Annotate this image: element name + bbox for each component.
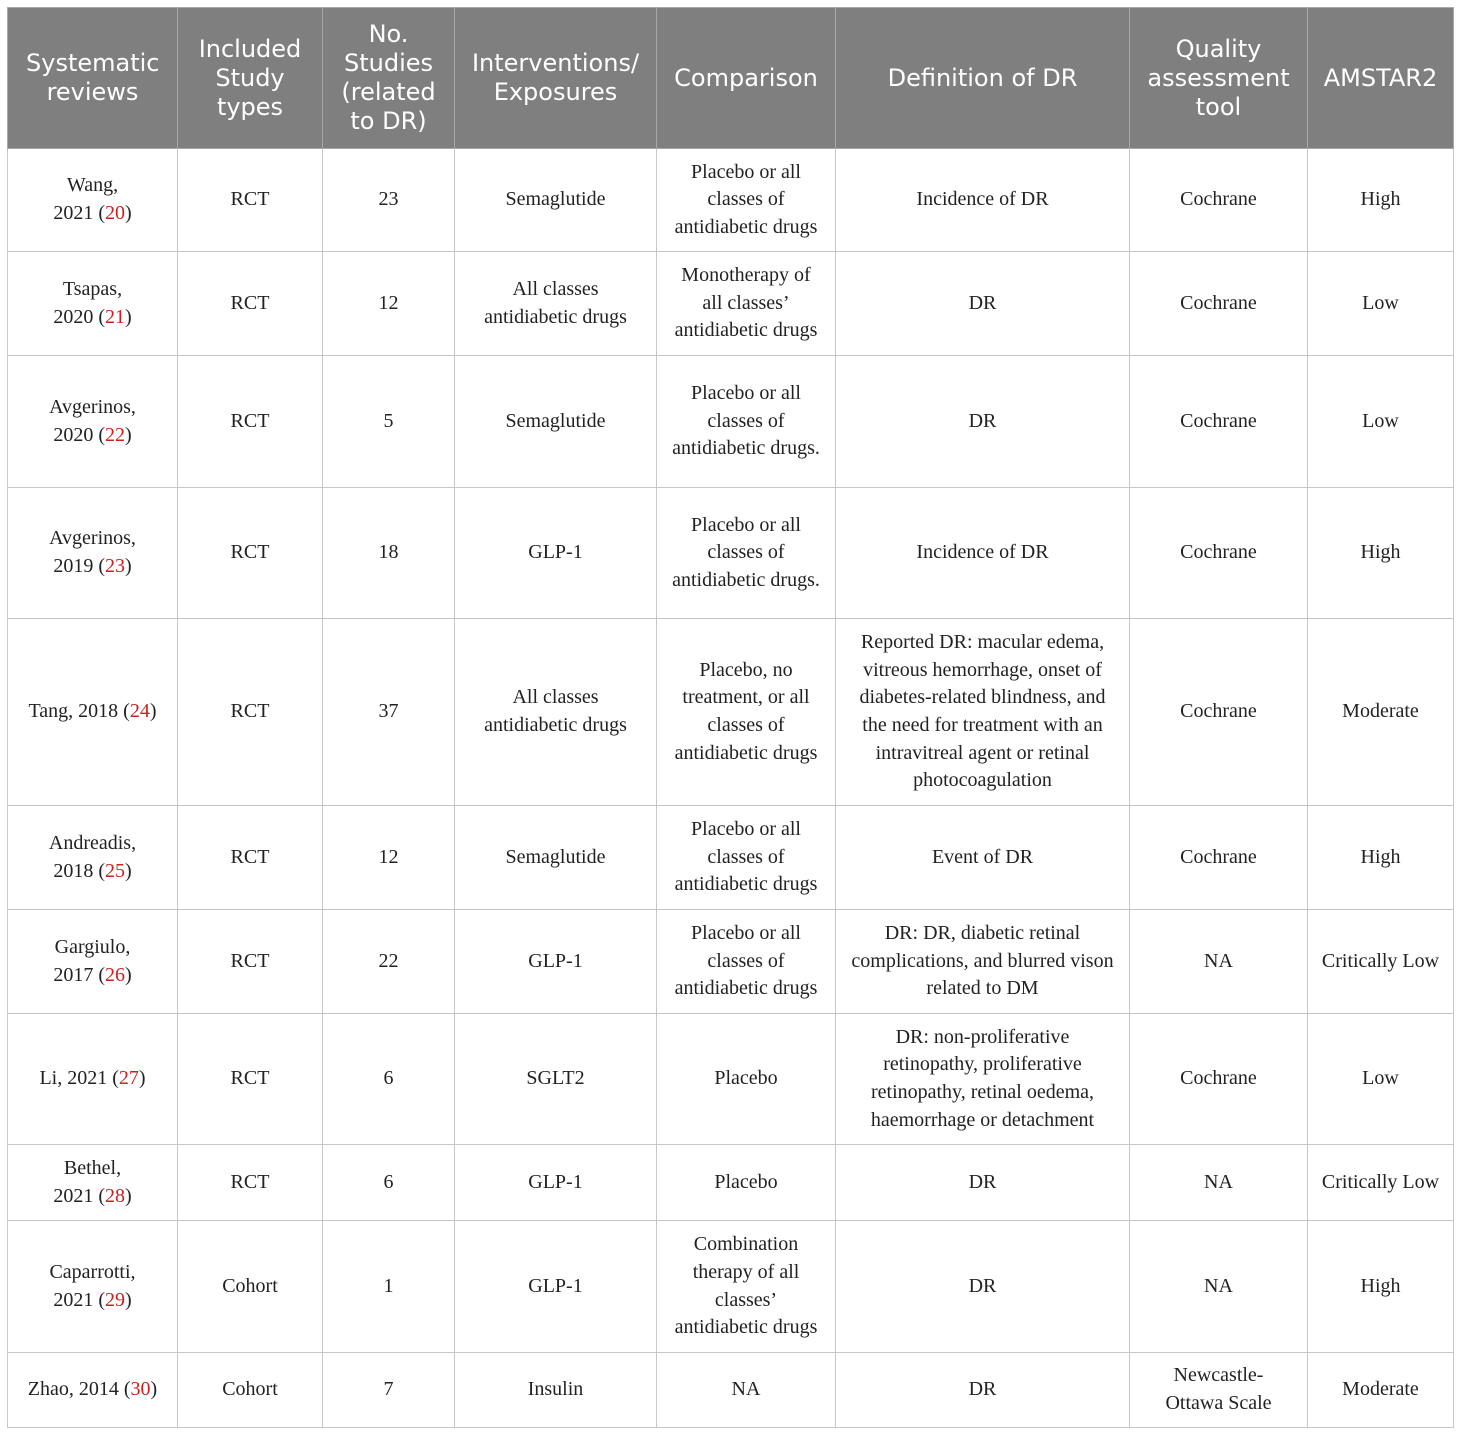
cell-comparison: Placebo, no treatment, or all classes of antidiabetic drugs [657, 619, 836, 806]
reference-link[interactable]: 27 [118, 1067, 139, 1090]
header-no-studies: No. Studies (related to DR) [323, 8, 455, 149]
cell-quality-tool: Cochrane [1130, 252, 1308, 356]
cell-n-studies: 12 [323, 806, 455, 910]
cell-n-studies: 5 [323, 356, 455, 488]
cell-comparison: Placebo or all classes of antidiabetic drugs. [657, 488, 836, 619]
cell-systematic-review: Zhao, 2014 (30) [8, 1353, 178, 1428]
table-row [8, 356, 1454, 488]
cell-intervention: All classes antidiabetic drugs [455, 619, 657, 806]
cell-n-studies: 7 [323, 1353, 455, 1428]
cell-amstar2: Critically Low [1308, 1145, 1454, 1221]
review-author: Avgerinos, [49, 395, 136, 418]
table-row [8, 149, 1454, 252]
cell-amstar2: Moderate [1308, 619, 1454, 806]
review-author: Gargiulo, [54, 935, 131, 958]
cell-amstar2: Low [1308, 1014, 1454, 1145]
cell-definition: Incidence of DR [836, 149, 1130, 252]
review-year: 2020 [53, 305, 94, 328]
cell-n-studies: 22 [323, 910, 455, 1014]
review-author: Li, [39, 1067, 63, 1090]
cell-intervention: GLP-1 [455, 1145, 657, 1221]
cell-amstar2: High [1308, 149, 1454, 252]
table-row [8, 619, 1454, 806]
cell-intervention: GLP-1 [455, 1221, 657, 1353]
cell-definition: DR: DR, diabetic retinal complications, and blurred vison related to DM [836, 910, 1130, 1014]
cell-comparison: Placebo [657, 1145, 836, 1221]
cell-definition: DR [836, 1145, 1130, 1221]
cell-amstar2: High [1308, 1221, 1454, 1353]
header-amstar2: AMSTAR2 [1308, 8, 1454, 149]
cell-definition: DR [836, 1353, 1130, 1428]
review-author: Zhao, [27, 1378, 74, 1401]
table-row [8, 1221, 1454, 1353]
review-author: Tang, [28, 700, 74, 723]
review-year: 2021 [53, 1288, 94, 1311]
cell-quality-tool: Cochrane [1130, 806, 1308, 910]
cell-systematic-review: Bethel, 2021 (28) [8, 1145, 178, 1221]
review-year: 2018 [53, 859, 94, 882]
cell-definition: DR [836, 1221, 1130, 1353]
cell-systematic-review: Wang, 2021 (20) [8, 149, 178, 252]
table-body [8, 149, 1454, 1428]
review-year: 2021 [53, 1184, 94, 1207]
review-year: 2021 [53, 202, 94, 224]
cell-systematic-review: Andreadis, 2018 (25) [8, 806, 178, 910]
header-comparison: Comparison [657, 8, 836, 149]
table-row [8, 1353, 1454, 1428]
cell-quality-tool: Newcastle-Ottawa Scale [1130, 1353, 1308, 1428]
review-author: Bethel, [63, 1156, 122, 1179]
table-header [8, 8, 1454, 149]
cell-amstar2: Low [1308, 252, 1454, 356]
cell-study-type: RCT [178, 488, 323, 619]
cell-quality-tool: Cochrane [1130, 619, 1308, 806]
cell-quality-tool: Cochrane [1130, 356, 1308, 488]
table-row [8, 806, 1454, 910]
cell-study-type: RCT [178, 806, 323, 910]
header-quality-tool: Quality assessment tool [1130, 8, 1308, 149]
systematic-reviews-table [7, 7, 1454, 1428]
table-row [8, 1014, 1454, 1145]
cell-study-type: RCT [178, 1014, 323, 1145]
cell-intervention: Semaglutide [455, 806, 657, 910]
header-systematic-reviews: Systematic reviews [8, 8, 178, 149]
table-row [8, 252, 1454, 356]
review-author: Andreadis, [48, 831, 137, 854]
cell-definition: DR: non-proliferative retinopathy, proliferative retinopathy, retinal oedema, haemorrhage or detachment [836, 1014, 1130, 1145]
cell-definition: Incidence of DR [836, 488, 1130, 619]
cell-comparison: Placebo [657, 1014, 836, 1145]
reference-link[interactable]: 21 [105, 305, 125, 328]
review-author: Wang, [66, 174, 119, 197]
cell-systematic-review: Li, 2021 (27) [8, 1014, 178, 1145]
cell-comparison: Monotherapy of all classes’ antidiabetic drugs [657, 252, 836, 356]
cell-systematic-review: Avgerinos, 2019 (23) [8, 488, 178, 619]
cell-study-type: Cohort [178, 1353, 323, 1428]
cell-definition: Event of DR [836, 806, 1130, 910]
cell-comparison: NA [657, 1353, 836, 1428]
header-study-types: Included Study types [178, 8, 323, 149]
cell-n-studies: 1 [323, 1221, 455, 1353]
cell-intervention: Semaglutide [455, 356, 657, 488]
cell-n-studies: 12 [323, 252, 455, 356]
review-author: Caparrotti, [49, 1260, 136, 1283]
cell-quality-tool: Cochrane [1130, 1014, 1308, 1145]
cell-study-type: RCT [178, 149, 323, 252]
cell-comparison: Placebo or all classes of antidiabetic drugs [657, 806, 836, 910]
header-interventions: Interventions/ Exposures [455, 8, 657, 149]
cell-n-studies: 6 [323, 1145, 455, 1221]
header-row [8, 8, 1454, 149]
cell-intervention: GLP-1 [455, 488, 657, 619]
review-year: 2014 [78, 1378, 119, 1401]
reference-link[interactable]: 24 [129, 700, 150, 723]
cell-systematic-review: Gargiulo, 2017 (26) [8, 910, 178, 1014]
cell-intervention: SGLT2 [455, 1014, 657, 1145]
review-year: 2021 [67, 1067, 108, 1090]
cell-systematic-review: Caparrotti, 2021 (29) [8, 1221, 178, 1353]
cell-amstar2: Moderate [1308, 1353, 1454, 1428]
cell-amstar2: High [1308, 806, 1454, 910]
cell-intervention: Insulin [455, 1353, 657, 1428]
cell-amstar2: Critically Low [1308, 910, 1454, 1014]
review-author: Avgerinos, [49, 527, 136, 550]
cell-n-studies: 37 [323, 619, 455, 806]
review-author: Tsapas, [62, 277, 123, 300]
cell-comparison: Placebo or all classes of antidiabetic drugs. [657, 356, 836, 488]
review-year: 2019 [53, 555, 94, 577]
cell-amstar2: High [1308, 488, 1454, 619]
cell-definition: DR [836, 252, 1130, 356]
reference-link[interactable]: 23 [105, 555, 125, 577]
cell-quality-tool: Cochrane [1130, 149, 1308, 252]
reference-link[interactable]: 20 [105, 202, 125, 224]
cell-systematic-review: Avgerinos, 2020 (22) [8, 356, 178, 488]
cell-n-studies: 23 [323, 149, 455, 252]
cell-definition: Reported DR: macular edema, vitreous hemorrhage, onset of diabetes-related blindness, and the need for treatment with an intravitreal agent or retinal photocoagulation [836, 619, 1130, 806]
cell-study-type: RCT [178, 1145, 323, 1221]
reference-link[interactable]: 28 [105, 1184, 125, 1207]
cell-n-studies: 6 [323, 1014, 455, 1145]
cell-comparison: Combination therapy of all classes’ antidiabetic drugs [657, 1221, 836, 1353]
cell-quality-tool: NA [1130, 1145, 1308, 1221]
cell-n-studies: 18 [323, 488, 455, 619]
cell-quality-tool: NA [1130, 910, 1308, 1014]
review-year: 2017 [53, 963, 94, 986]
cell-definition: DR [836, 356, 1130, 488]
cell-comparison: Placebo or all classes of antidiabetic drugs [657, 910, 836, 1014]
reference-link[interactable]: 29 [105, 1288, 125, 1311]
table-row [8, 488, 1454, 619]
table-row [8, 1145, 1454, 1221]
cell-systematic-review: Tsapas, 2020 (21) [8, 252, 178, 356]
cell-intervention: Semaglutide [455, 149, 657, 252]
cell-study-type: RCT [178, 356, 323, 488]
cell-intervention: All classes antidiabetic drugs [455, 252, 657, 356]
reference-link[interactable]: 26 [105, 963, 125, 986]
reference-link[interactable]: 30 [130, 1378, 151, 1401]
cell-study-type: Cohort [178, 1221, 323, 1353]
header-definition-of-dr: Definition of DR [836, 8, 1130, 149]
cell-study-type: RCT [178, 619, 323, 806]
table-row [8, 910, 1454, 1014]
cell-study-type: RCT [178, 252, 323, 356]
cell-systematic-review: Tang, 2018 (24) [8, 619, 178, 806]
reference-link[interactable]: 22 [105, 423, 125, 446]
cell-quality-tool: NA [1130, 1221, 1308, 1353]
cell-comparison: Placebo or all classes of antidiabetic drugs [657, 149, 836, 252]
reference-link[interactable]: 25 [105, 859, 125, 882]
cell-study-type: RCT [178, 910, 323, 1014]
review-year: 2018 [78, 700, 119, 723]
review-year: 2020 [53, 423, 94, 446]
cell-amstar2: Low [1308, 356, 1454, 488]
cell-quality-tool: Cochrane [1130, 488, 1308, 619]
cell-intervention: GLP-1 [455, 910, 657, 1014]
